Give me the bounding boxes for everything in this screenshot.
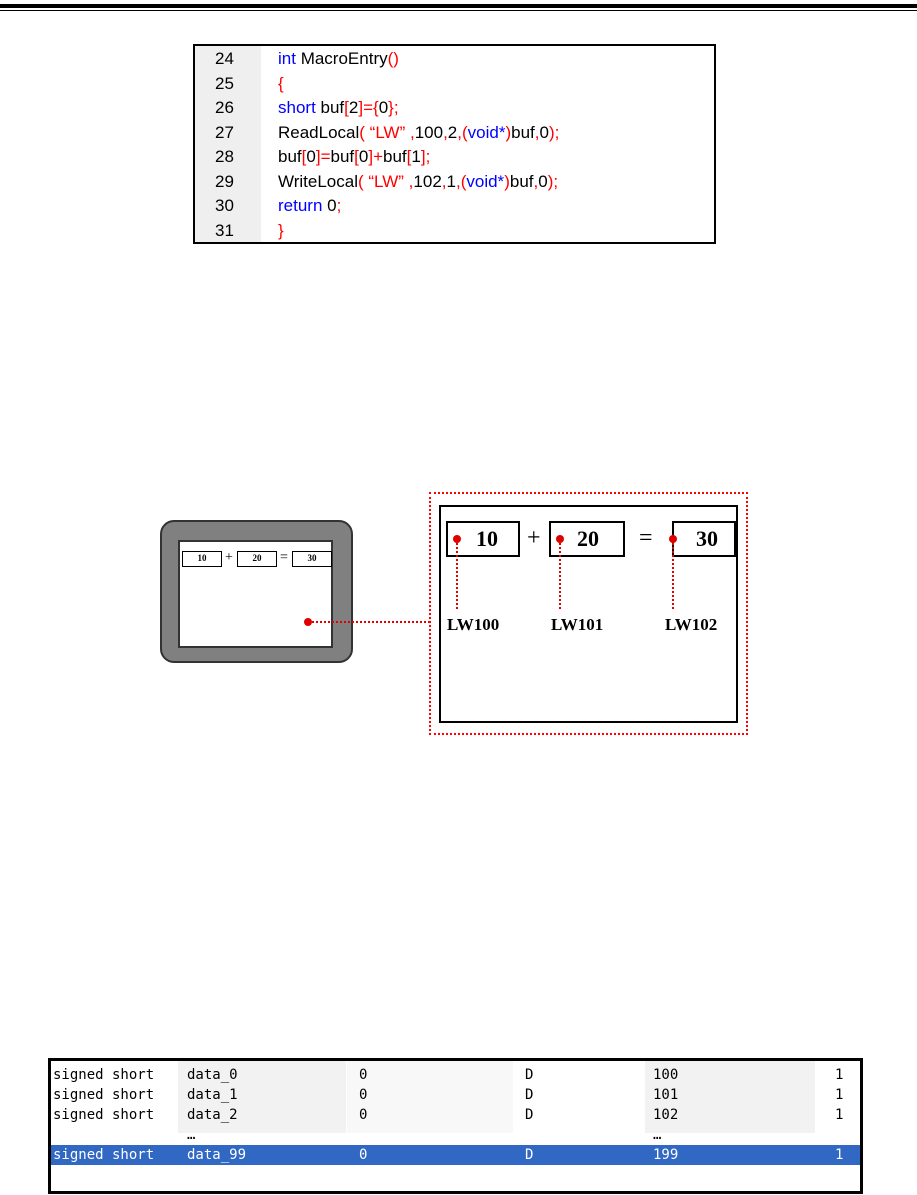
table-row[interactable] xyxy=(51,1125,860,1145)
table-cell-addr: 102 xyxy=(653,1107,679,1123)
code-text xyxy=(278,46,399,71)
mini-plus-sign: + xyxy=(225,550,233,565)
code-text xyxy=(278,95,399,120)
hmi-device xyxy=(160,520,353,663)
code-token: ) xyxy=(504,171,510,191)
code-token: , xyxy=(534,122,540,142)
label-lw100: LW100 xyxy=(447,615,500,634)
table-cell-area: D xyxy=(525,1107,534,1123)
code-token: , xyxy=(441,171,447,191)
table-cell-len: 1 xyxy=(835,1107,844,1123)
mini-equals-sign: = xyxy=(280,550,288,565)
table-cell-name: data_1 xyxy=(187,1087,238,1103)
code-token: void* xyxy=(466,171,505,191)
code-token: buf xyxy=(509,171,534,191)
code-token: [ xyxy=(344,98,349,117)
code-token: 102 xyxy=(413,171,442,191)
code-text xyxy=(278,218,284,243)
table-cell-area: D xyxy=(525,1067,534,1083)
code-token: int xyxy=(278,49,296,68)
table-cell-type: signed short xyxy=(53,1147,155,1163)
code-token: 0 xyxy=(378,98,389,117)
code-token: 2 xyxy=(348,98,359,117)
code-text xyxy=(278,169,558,194)
code-token: 0 xyxy=(322,196,337,215)
value-box-lw100: 10 xyxy=(446,521,520,557)
code-token: } xyxy=(278,220,284,240)
table-cell-len: 1 xyxy=(835,1147,844,1163)
code-token: ]+ xyxy=(368,147,383,166)
code-token: [ xyxy=(406,147,412,166)
code-token: 1 xyxy=(446,171,456,191)
code-token: , xyxy=(533,171,539,191)
value-box-lw102: 30 xyxy=(672,521,736,557)
label-lw102: LW102 xyxy=(665,615,718,634)
code-token: 1 xyxy=(411,147,421,166)
code-token: }; xyxy=(388,98,399,117)
code-token: void* xyxy=(467,122,506,142)
code-token: buf xyxy=(278,147,302,166)
table-cell-addr: … xyxy=(653,1127,662,1143)
table-row[interactable] xyxy=(51,1065,860,1085)
line-number: 24 xyxy=(215,49,234,68)
code-token: ( “LW” , xyxy=(359,122,415,142)
line-number: 25 xyxy=(215,73,234,93)
mini-value-box-b: 20 xyxy=(237,551,277,567)
table-cell-init: 0 xyxy=(359,1087,368,1103)
code-token: ,( xyxy=(457,122,468,142)
line-number: 28 xyxy=(215,147,234,166)
code-text xyxy=(278,193,341,218)
code-token: 0 xyxy=(306,147,316,166)
dot-lw100 xyxy=(453,535,461,543)
line-number: 31 xyxy=(215,220,234,240)
code-text xyxy=(278,120,559,145)
code-token: MacroEntry xyxy=(295,49,388,68)
table-cell-type: signed short xyxy=(53,1087,155,1103)
code-token: buf xyxy=(330,147,355,166)
code-text xyxy=(278,144,430,169)
table-cell-init: 0 xyxy=(359,1147,368,1163)
table-cell-type: signed short xyxy=(53,1107,155,1123)
code-token: ( “LW” , xyxy=(358,171,414,191)
connector-dot xyxy=(304,618,312,626)
code-token: 0 xyxy=(358,147,369,166)
table-cell-len: 1 xyxy=(835,1087,844,1103)
code-token: buf xyxy=(511,122,535,142)
code-token: buf xyxy=(383,147,407,166)
table-cell-name: … xyxy=(187,1127,196,1143)
plus-sign: + xyxy=(527,525,541,551)
value-box-lw101: 20 xyxy=(549,521,625,557)
code-token: ReadLocal xyxy=(278,122,360,142)
table-cell-area: D xyxy=(525,1147,534,1163)
code-token: short xyxy=(278,98,316,117)
table-row[interactable] xyxy=(51,1105,860,1125)
code-token: 0 xyxy=(539,122,549,142)
table-cell-addr: 199 xyxy=(653,1147,679,1163)
header-rule-thin xyxy=(0,10,917,11)
mini-value-box-c: 30 xyxy=(292,551,332,567)
code-token: ]= xyxy=(315,147,331,166)
zoom-panel xyxy=(439,505,738,723)
zoom-highlight-frame xyxy=(429,492,748,735)
line-number: 27 xyxy=(215,122,234,142)
code-token: 0 xyxy=(538,171,548,191)
code-token: 2 xyxy=(447,122,458,142)
table-cell-addr: 101 xyxy=(653,1087,679,1103)
table-cell-name: data_0 xyxy=(187,1067,238,1083)
code-listing xyxy=(193,44,716,244)
table-cell-init: 0 xyxy=(359,1067,368,1083)
table-cell-name: data_99 xyxy=(187,1147,247,1163)
header-rule-thick xyxy=(0,4,917,8)
dot-lw101 xyxy=(556,535,564,543)
code-token: { xyxy=(278,73,284,93)
code-token: , xyxy=(443,122,448,142)
code-token: ); xyxy=(547,171,559,191)
variable-table xyxy=(48,1058,863,1194)
table-cell-type: signed short xyxy=(53,1067,155,1083)
pointer-line-lw101 xyxy=(559,543,561,609)
code-token: buf xyxy=(315,98,345,117)
table-row-selected[interactable] xyxy=(51,1145,860,1165)
code-token: ) xyxy=(505,122,512,142)
pointer-line-lw102 xyxy=(672,543,674,609)
hmi-screen xyxy=(178,540,333,648)
dot-lw102 xyxy=(669,535,677,543)
code-token: return xyxy=(278,196,323,215)
table-cell-len: 1 xyxy=(835,1067,844,1083)
table-row[interactable] xyxy=(51,1085,860,1105)
code-token: 100 xyxy=(414,122,444,142)
code-token: ]; xyxy=(420,147,431,166)
connector-line xyxy=(312,621,430,623)
table-cell-area: D xyxy=(525,1087,534,1103)
line-number: 30 xyxy=(215,196,234,215)
code-token: () xyxy=(387,49,399,68)
table-cell-init: 0 xyxy=(359,1107,368,1123)
pointer-line-lw100 xyxy=(456,543,458,609)
line-number: 26 xyxy=(215,98,234,117)
code-token: ,( xyxy=(455,171,467,191)
code-token: [ xyxy=(301,147,307,166)
mini-value-box-a: 10 xyxy=(182,551,222,567)
code-token: [ xyxy=(354,147,359,166)
table-cell-name: data_2 xyxy=(187,1107,238,1123)
equals-sign: = xyxy=(639,525,653,551)
code-token: ; xyxy=(336,196,342,215)
table-cell-addr: 100 xyxy=(653,1067,679,1083)
code-token: WriteLocal xyxy=(278,171,358,191)
code-token: ); xyxy=(548,122,560,142)
line-number: 29 xyxy=(215,171,234,191)
code-token: ]={ xyxy=(358,98,379,117)
code-text xyxy=(278,71,284,96)
label-lw101: LW101 xyxy=(551,615,604,634)
